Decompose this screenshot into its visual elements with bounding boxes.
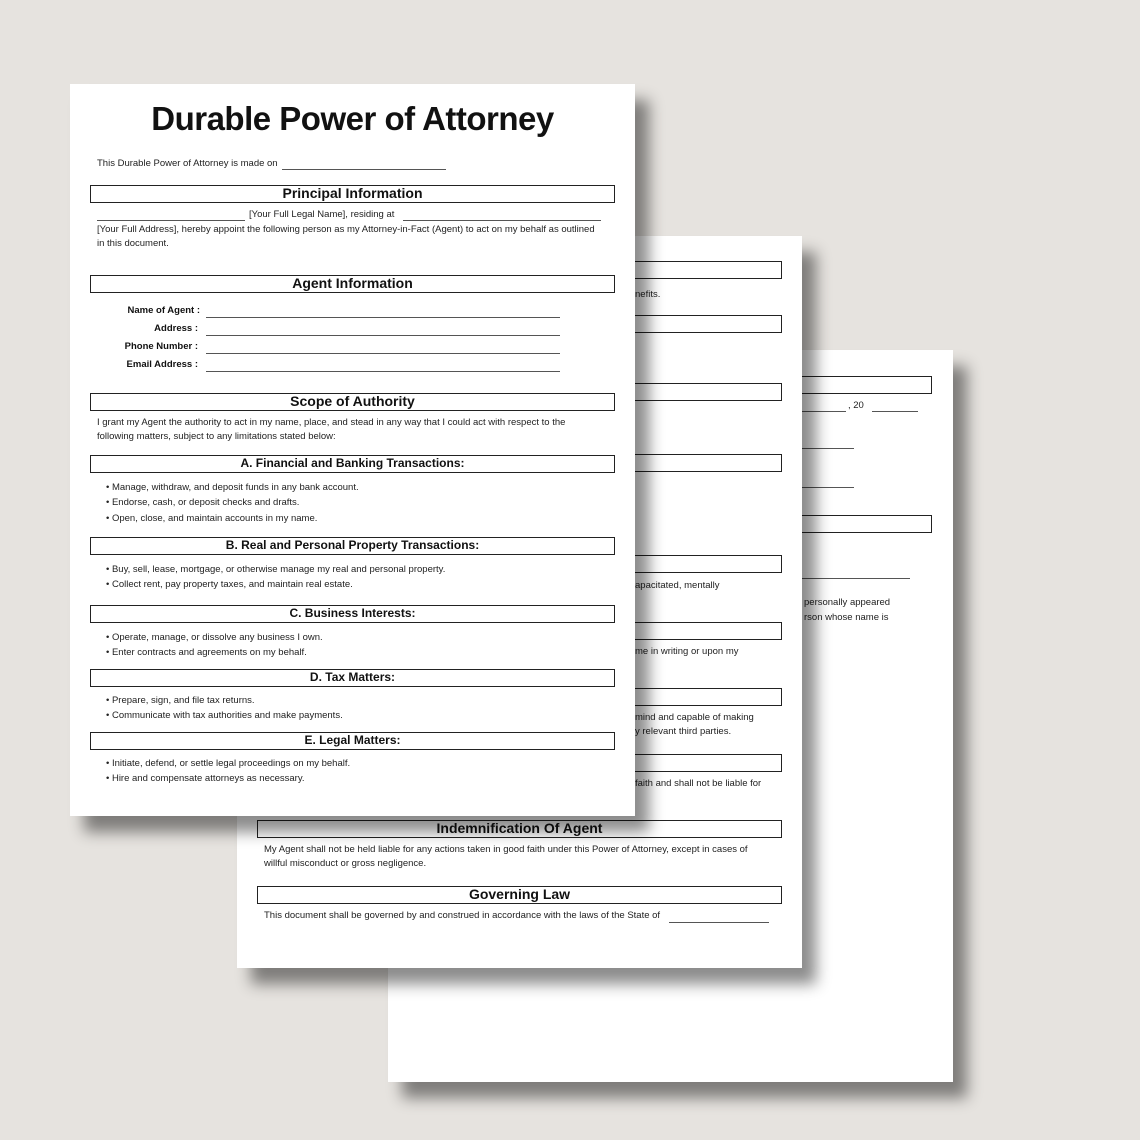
document-page-1 bbox=[70, 84, 635, 816]
section-a-bullet-3: • Open, close, and maintain accounts in my name. bbox=[106, 513, 318, 524]
section-d-bullet-1: • Prepare, sign, and file tax returns. bbox=[106, 695, 255, 706]
scope-text-1: I grant my Agent the authority to act in my name, place, and stead in any way that I could act with respect to the bbox=[97, 417, 566, 428]
indemnification-text-1: My Agent shall not be held liable for any actions taken in good faith under this Power of Attorney, except in cases of bbox=[264, 844, 748, 855]
section-e-heading: E. Legal Matters: bbox=[90, 732, 615, 750]
section-c-heading: C. Business Interests: bbox=[90, 605, 615, 623]
page2-fragment-writing: me in writing or upon my bbox=[635, 646, 739, 657]
agent-phone-field[interactable] bbox=[206, 353, 560, 354]
section-d-heading: D. Tax Matters: bbox=[90, 669, 615, 687]
section-d-bullet-2: • Communicate with tax authorities and make payments. bbox=[106, 710, 343, 721]
indemnification-text-2: willful misconduct or gross negligence. bbox=[264, 858, 427, 869]
section-c-bullet-1: • Operate, manage, or dissolve any business I own. bbox=[106, 632, 323, 643]
section-e-bullet-1: • Initiate, defend, or settle legal proceedings on my behalf. bbox=[106, 758, 351, 769]
page2-fragment-incapacitated: apacitated, mentally bbox=[635, 580, 720, 591]
section-a-heading: A. Financial and Banking Transactions: bbox=[90, 455, 615, 473]
page3-line-c bbox=[798, 578, 910, 579]
state-line bbox=[669, 922, 769, 923]
made-on-text: This Durable Power of Attorney is made on bbox=[97, 158, 278, 169]
scope-of-authority-heading: Scope of Authority bbox=[90, 393, 615, 411]
principal-text-2: in this document. bbox=[97, 238, 169, 249]
agent-email-field[interactable] bbox=[206, 371, 560, 372]
governing-law-text: This document shall be governed by and construed in accordance with the laws of the State of bbox=[264, 910, 661, 921]
page3-fragment-2: rson whose name is bbox=[804, 612, 889, 623]
scope-text-2: following matters, subject to any limitations stated below: bbox=[97, 431, 336, 442]
page3-line-a bbox=[798, 448, 854, 449]
page3-date-line bbox=[798, 411, 846, 412]
principal-name-text: [Your Full Legal Name], residing at bbox=[249, 209, 395, 220]
page2-fragment-third-parties: y relevant third parties. bbox=[635, 726, 732, 737]
indemnification-heading: Indemnification Of Agent bbox=[257, 820, 782, 838]
agent-information-heading: Agent Information bbox=[90, 275, 615, 293]
document-title: Durable Power of Attorney bbox=[151, 100, 554, 137]
agent-address-field[interactable] bbox=[206, 335, 560, 336]
page3-year-text: , 20 bbox=[848, 400, 864, 411]
agent-address-label: Address : bbox=[154, 323, 198, 334]
principal-name-line bbox=[97, 220, 245, 221]
section-a-bullet-2: • Endorse, cash, or deposit checks and drafts. bbox=[106, 497, 300, 508]
section-a-bullet-1: • Manage, withdraw, and deposit funds in any bank account. bbox=[106, 482, 359, 493]
section-c-bullet-2: • Enter contracts and agreements on my behalf. bbox=[106, 647, 307, 658]
page3-line-b bbox=[798, 487, 854, 488]
page2-fragment-benefits: nefits. bbox=[635, 289, 661, 300]
section-b-heading: B. Real and Personal Property Transactions: bbox=[90, 537, 615, 555]
governing-law-heading: Governing Law bbox=[257, 886, 782, 904]
page3-fragment-1: personally appeared bbox=[804, 597, 891, 608]
agent-phone-label: Phone Number : bbox=[124, 341, 198, 352]
agent-name-field[interactable] bbox=[206, 317, 560, 318]
page3-year-line bbox=[872, 411, 918, 412]
principal-text-1: [Your Full Address], hereby appoint the following person as my Attorney-in-Fact (Agent) to act on my behalf as outlined bbox=[97, 224, 595, 235]
section-b-bullet-1: • Buy, sell, lease, mortgage, or otherwise manage my real and personal property. bbox=[106, 564, 446, 575]
agent-name-label: Name of Agent : bbox=[127, 305, 200, 316]
principal-information-heading: Principal Information bbox=[90, 185, 615, 203]
made-on-date-line bbox=[282, 169, 446, 170]
principal-residence-line bbox=[403, 220, 601, 221]
section-e-bullet-2: • Hire and compensate attorneys as necessary. bbox=[106, 773, 305, 784]
page2-fragment-mind: mind and capable of making bbox=[635, 712, 754, 723]
agent-email-label: Email Address : bbox=[126, 359, 198, 370]
section-b-bullet-2: • Collect rent, pay property taxes, and maintain real estate. bbox=[106, 579, 353, 590]
page2-fragment-faith: faith and shall not be liable for bbox=[635, 778, 762, 789]
